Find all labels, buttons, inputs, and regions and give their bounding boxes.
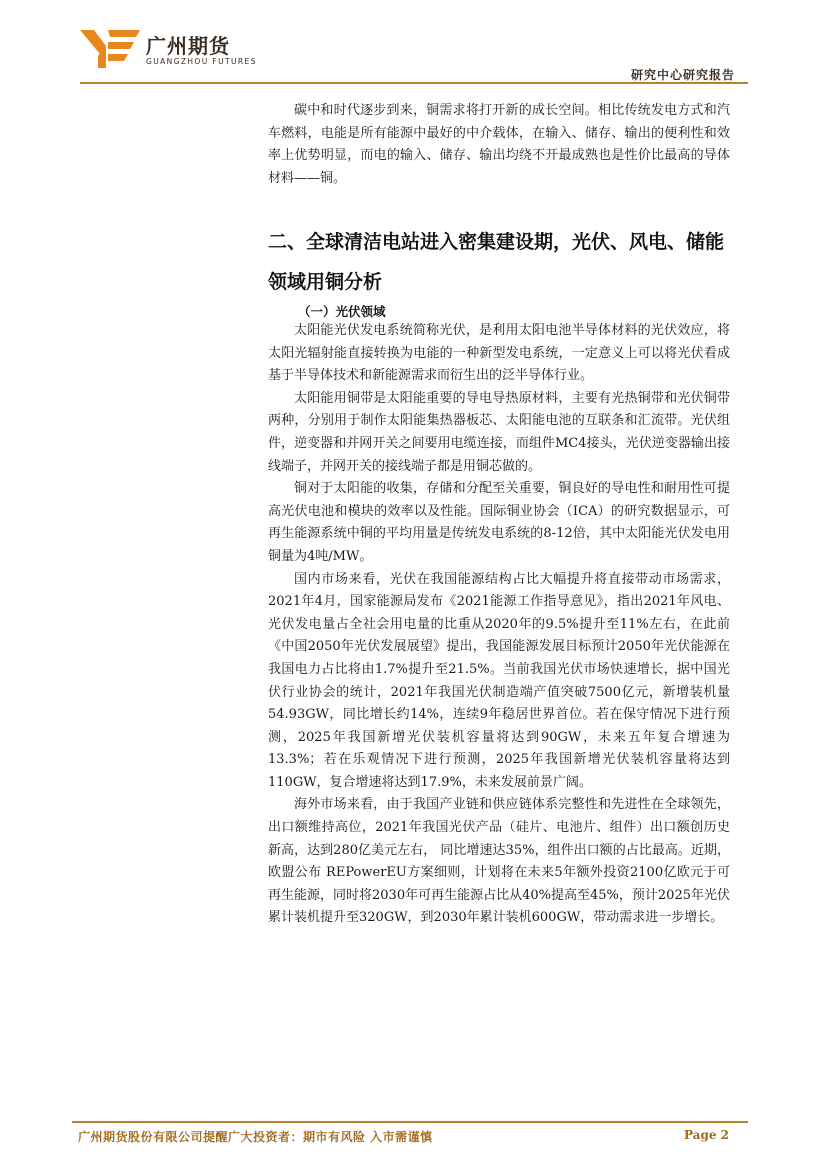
body-paragraph: 太阳能用铜带是太阳能重要的导电导热原材料，主要有光热铜带和光伏铜带两种，分别用于制作太阳能集热器板芯、太阳能电池的互联条和汇流带。光伏组件，逆变器和并网开关之间要用电缆连接，而组件MC4接头，光伏逆变器输出接线端子，并网开关的接线端子都是用铜芯做的。	[268, 390, 730, 474]
page-header	[0, 0, 827, 92]
body-paragraph: 铜对于太阳能的收集，存储和分配至关重要，铜良好的导电性和耐用性可提高光伏电池和模块的效率以及性能。国际铜业协会（ICA）的研究数据显示，可再生能源系统中铜的平均用量是传统发电系统的8-12倍，其中太阳能光伏发电用铜量为4吨/MW。	[268, 481, 730, 564]
logo-name-cn: 广州期货	[146, 34, 230, 58]
body-paragraph: 海外市场来看，由于我国产业链和供应链体系完整性和先进性在全球领先，出口额维持高位，2021年我国光伏产品（硅片、电池片、组件）出口额创历史新高，达到280亿美元左右， 同比增速达35%，组件出口额的占比最高。近期，欧盟公布 REPowerEU方案细则，计划将在未来5年额外投资2100亿欧元于可再生能源，同时将2030年可再生能源占比从40%提高至45%，预计2025年光伏累计装机提升至320GW，到2030年累计装机600GW，带动需求进一步增长。	[268, 797, 730, 926]
body-paragraph: 太阳能光伏发电系统简称光伏，是利用太阳电池半导体材料的光伏效应，将太阳光辐射能直接转换为电能的一种新型发电系统，一定意义上可以将光伏看成基于半导体技术和新能源需求而衍生出的泛半导体行业。	[268, 323, 730, 384]
page-number: Page 2	[683, 1128, 729, 1142]
header-divider	[80, 82, 748, 84]
report-type-label: 研究中心研究报告	[630, 68, 735, 82]
body-paragraph: 国内市场来看，光伏在我国能源结构占比大幅提升将直接带动市场需求，2021年4月，国家能源局发布《2021能源工作指导意见》，指出2021年风电、光伏发电量占全社会用电量的比重从2020年的9.5%提升至11%左右，在此前《中国2050年光伏发展展望》提出，我国能源发展目标预计2050年光伏能源在我国电力占比将由1.7%提升至21.5%。当前我国光伏市场快速增长，据中国光伏行业协会的统计，2021年我国光伏制造端产值突破7500亿元，新增装机量54.93GW，同比增长约14%，连续9年稳居世界首位。若在保守情况下进行预测，2025年我国新增光伏装机容量将达到90GW，未来五年复合增速为13.3%；若在乐观情况下进行预测，2025年我国新增光伏装机容量将达到110GW，复合增速将达到17.9%，未来发展前景广阔。	[268, 571, 730, 790]
section-body	[268, 320, 730, 930]
subsection-heading: （一）光伏领域	[298, 304, 386, 319]
company-logo	[80, 28, 260, 70]
logo-mark-icon	[80, 28, 142, 70]
intro-block	[268, 100, 730, 190]
section-heading: 二、全球清洁电站进入密集建设期，光伏、风电、储能领域用铜分析	[268, 231, 725, 293]
intro-paragraph: 碳中和时代逐步到来，铜需求将打开新的成长空间。相比传统发电方式和汽车燃料，电能是所有能源中最好的中介载体，在输入、储存、输出的便利性和效率上优势明显，而电的输入、储存、输出均绕不开最成熟也是性价比最高的导体材料——铜。	[268, 103, 730, 186]
footer-disclaimer: 广州期货股份有限公司提醒广大投资者：期市有风险 入市需谨慎	[78, 1130, 433, 1144]
logo-name-en: GUANGZHOU FUTURES	[146, 57, 257, 66]
footer-divider	[72, 1121, 748, 1123]
